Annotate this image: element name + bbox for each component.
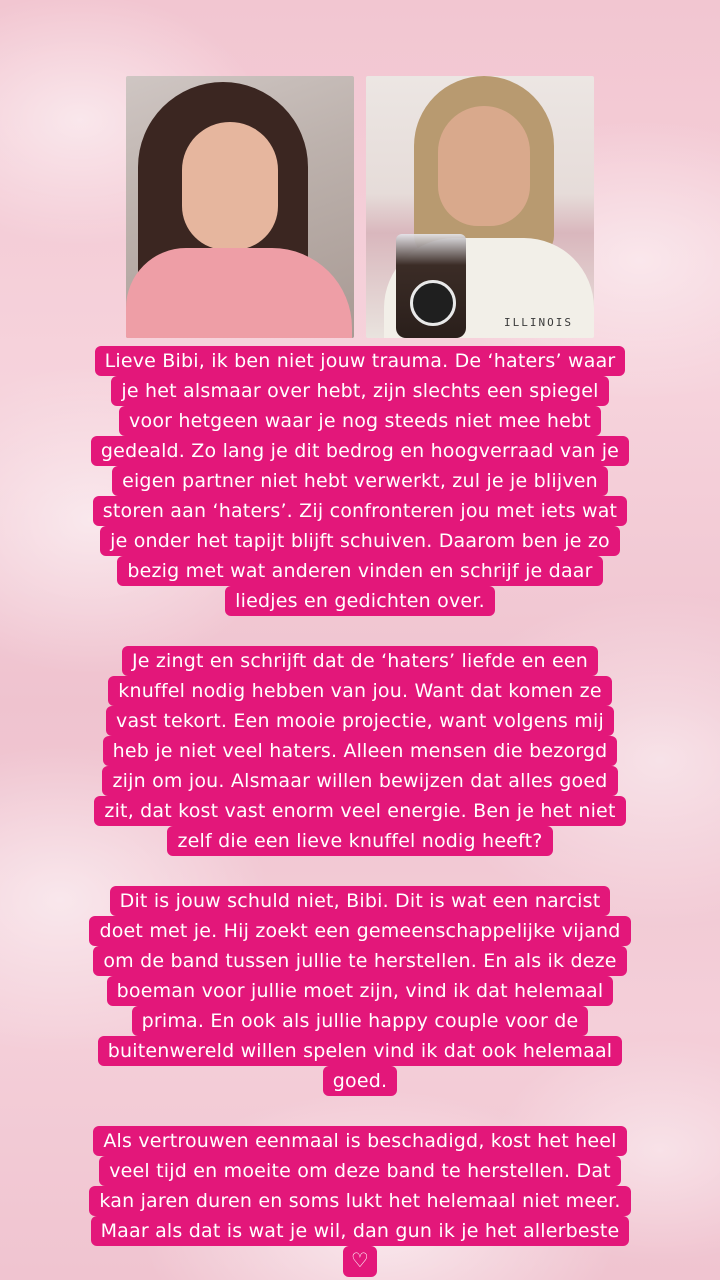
text-line: goed. [323, 1066, 397, 1096]
paragraph-1 [0, 346, 720, 616]
text-line: Je zingt en schrijft dat de ‘haters’ liefde en een [122, 646, 598, 676]
text-line: knuffel nodig hebben van jou. Want dat komen ze [108, 676, 611, 706]
text-line: zit, dat kost vast enorm veel energie. Ben je het niet [94, 796, 625, 826]
text-line: doet met je. Hij zoekt een gemeenschappelijke vijand [89, 916, 630, 946]
face-shape [182, 122, 278, 250]
text-line: om de band tussen jullie te herstellen. En als ik deze [93, 946, 626, 976]
text-line: prima. En ook als jullie happy couple voor de [132, 1006, 589, 1036]
story-text-area [0, 346, 720, 1277]
white-heart-icon: ♡ [350, 1248, 370, 1272]
paragraph-2 [0, 646, 720, 856]
right-photo [366, 76, 594, 338]
text-line: heb je niet veel haters. Alleen mensen die bezorgd [103, 736, 618, 766]
photo-collage [126, 76, 594, 338]
shirt-print-text: ILLINOIS [504, 316, 573, 329]
left-photo [126, 76, 354, 338]
text-line: storen aan ‘haters’. Zij confronteren jou met iets wat [93, 496, 627, 526]
text-line: Lieve Bibi, ik ben niet jouw trauma. De ‘haters’ waar [95, 346, 626, 376]
text-line: veel tijd en moeite om deze band te herstellen. Dat [99, 1156, 621, 1186]
text-line: kan jaren duren en soms lukt het helemaal niet meer. [89, 1186, 630, 1216]
text-line: je onder het tapijt blijft schuiven. Daarom ben je zo [100, 526, 620, 556]
text-line: zelf die een lieve knuffel nodig heeft? [167, 826, 552, 856]
text-line: bezig met wat anderen vinden en schrijf je daar [117, 556, 602, 586]
text-line: boeman voor jullie moet zijn, vind ik dat helemaal [107, 976, 614, 1006]
cup-logo-icon [410, 280, 456, 326]
heart-line [343, 1246, 377, 1277]
text-line: liedjes en gedichten over. [225, 586, 495, 616]
text-line: eigen partner niet hebt verwerkt, zul je je blijven [112, 466, 608, 496]
sweater-shape [126, 248, 352, 338]
text-line: je het alsmaar over hebt, zijn slechts een spiegel [111, 376, 608, 406]
text-line: Als vertrouwen eenmaal is beschadigd, kost het heel [93, 1126, 626, 1156]
face-shape [438, 106, 530, 226]
text-line: vast tekort. Een mooie projectie, want volgens mij [106, 706, 614, 736]
text-line: Dit is jouw schuld niet, Bibi. Dit is wat een narcist [110, 886, 611, 916]
paragraph-4 [0, 1126, 720, 1277]
paragraph-3 [0, 886, 720, 1096]
text-line: zijn om jou. Alsmaar willen bewijzen dat alles goed [102, 766, 617, 796]
text-line: buitenwereld willen spelen vind ik dat ook helemaal [98, 1036, 623, 1066]
text-line: voor hetgeen waar je nog steeds niet mee hebt [119, 406, 601, 436]
text-line: Maar als dat is wat je wil, dan gun ik je het allerbeste [91, 1216, 630, 1246]
text-line: gedeald. Zo lang je dit bedrog en hoogverraad van je [91, 436, 629, 466]
